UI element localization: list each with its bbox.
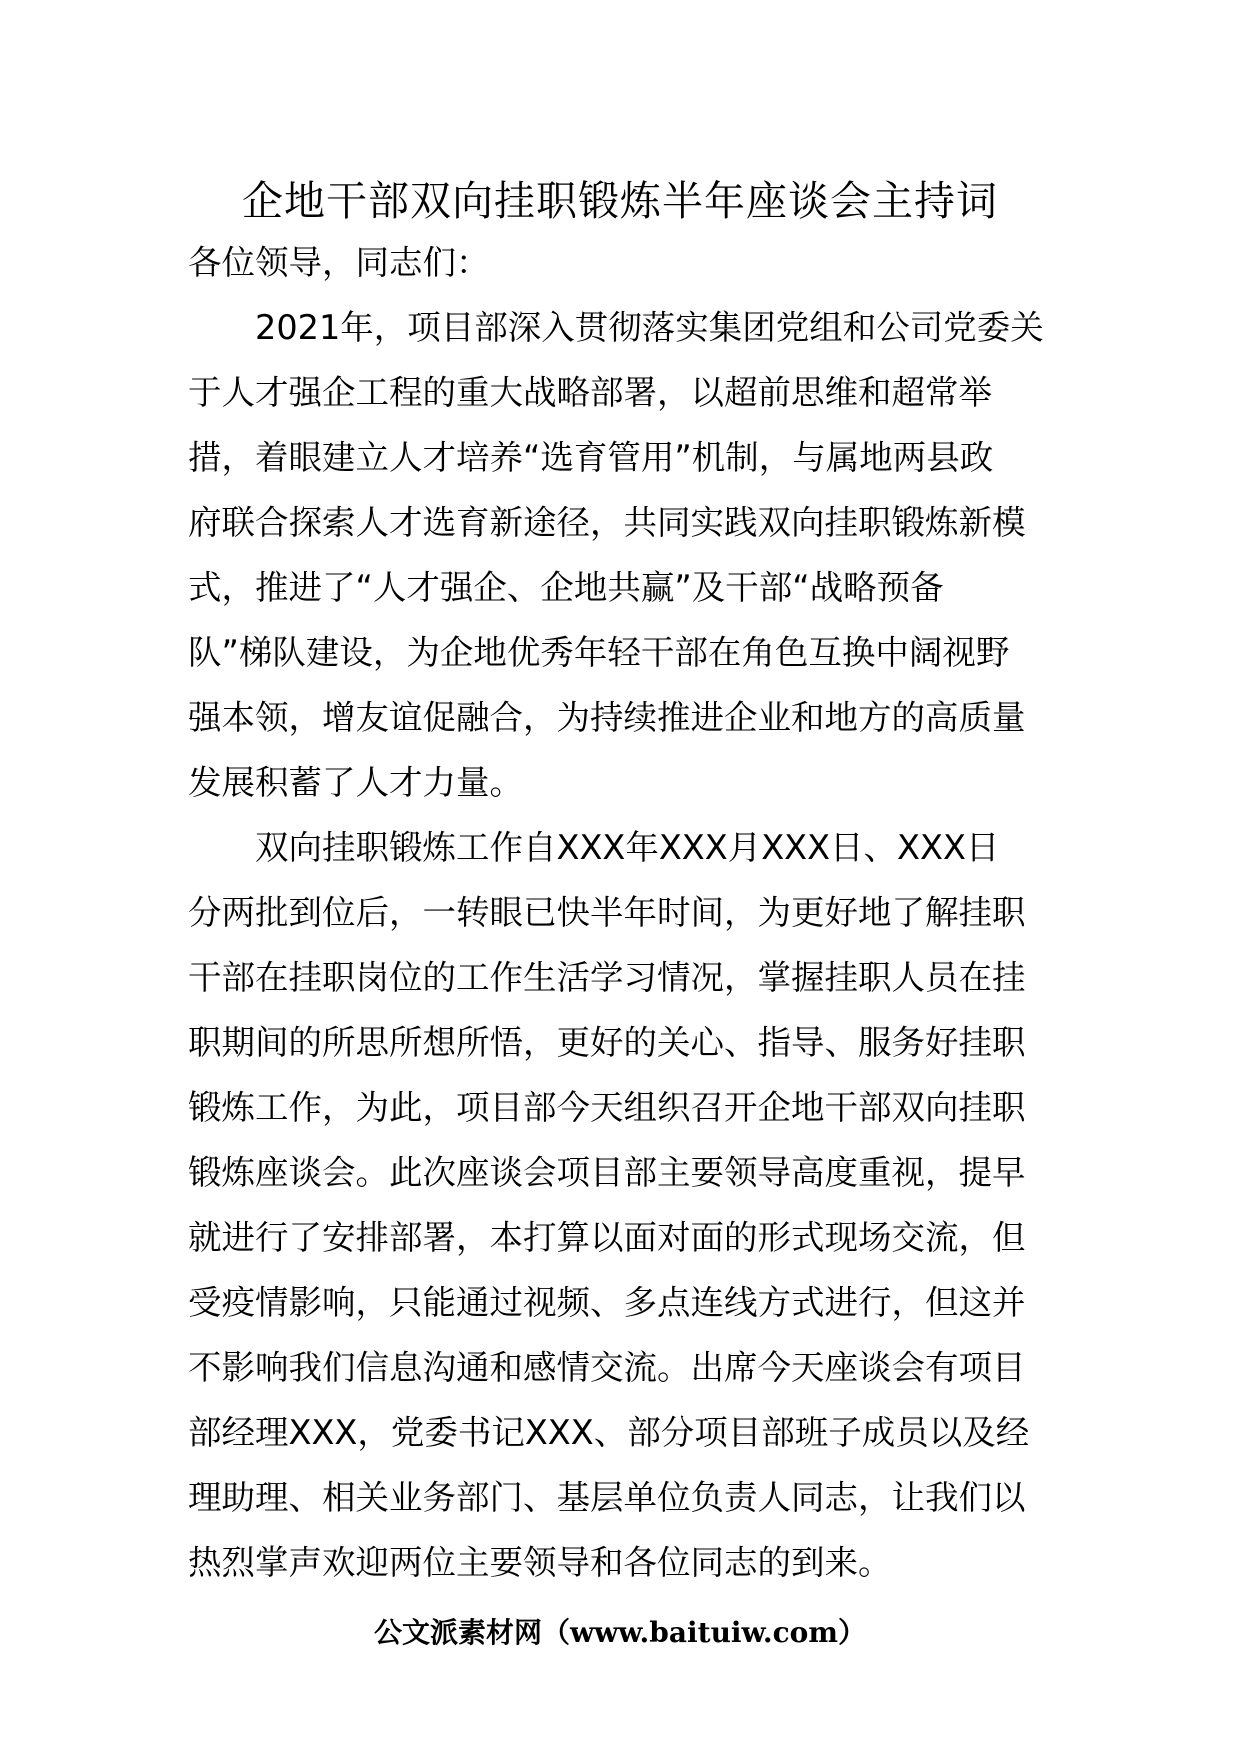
paragraph-line: 式，推进了“人才强企、企地共赢”及干部“战略预备 [188,568,944,607]
paragraph-line: 理助理、相关业务部门、基层单位负责人同志，让我们以 [188,1478,1026,1517]
paragraph-1 [188,295,1060,815]
paragraph-line: 就进行了安排部署，本打算以面对面的形式现场交流，但 [188,1218,1026,1257]
paragraph-line: 热烈掌声欢迎两位主要领导和各位同志的到来。 [188,1543,892,1582]
paragraph-line: 不影响我们信息沟通和感情交流。出席今天座谈会有项目 [188,1348,1026,1387]
paragraph-line: 府联合探索人才选育新途径，共同实践双向挂职锻炼新模 [188,503,1026,542]
paragraph-line: 职期间的所思所想所悟，更好的关心、指导、服务好挂职 [188,1023,1026,1062]
document-title: 企地干部双向挂职锻炼半年座谈会主持词 [242,177,998,225]
paragraph-line: 措，着眼建立人才培养“选育管用”机制，与属地两县政 [188,438,994,477]
paragraph-line: 干部在挂职岗位的工作生活学习情况，掌握挂职人员在挂 [188,958,1026,997]
paragraph-line: 锻炼座谈会。此次座谈会项目部主要领导高度重视，提早 [188,1153,1026,1192]
paragraph-2 [188,815,1060,1595]
paragraph-line: 强本领，增友谊促融合，为持续推进企业和地方的高质量 [188,698,1026,737]
paragraph-line: 受疫情影响，只能通过视频、多点连线方式进行，但这并 [188,1283,1026,1322]
paragraph-line: 分两批到位后，一转眼已快半年时间，为更好地了解挂职 [188,893,1026,932]
paragraph-line: 发展积蓄了人才力量。 [188,763,523,802]
paragraph-line: 队”梯队建设，为企地优秀年轻干部在角色互换中阔视野 [188,633,1010,672]
document-body [188,230,1060,1595]
salutation: 各位领导，同志们： [188,243,490,282]
paragraph-line: 部经理XXX，党委书记XXX、部分项目部班子成员以及经 [188,1413,1030,1452]
paragraph-line: 2021年，项目部深入贯彻落实集团党组和公司党委关 [255,308,1044,347]
paragraph-line: 双向挂职锻炼工作自XXX年XXX月XXX日、XXX日 [255,828,1000,867]
paragraph-line: 于人才强企工程的重大战略部署，以超前思维和超常举 [188,373,992,412]
footer-watermark: 公文派素材网（www.baituiw.com） [374,1616,866,1649]
paragraph-line: 锻炼工作，为此，项目部今天组织召开企地干部双向挂职 [188,1088,1026,1127]
